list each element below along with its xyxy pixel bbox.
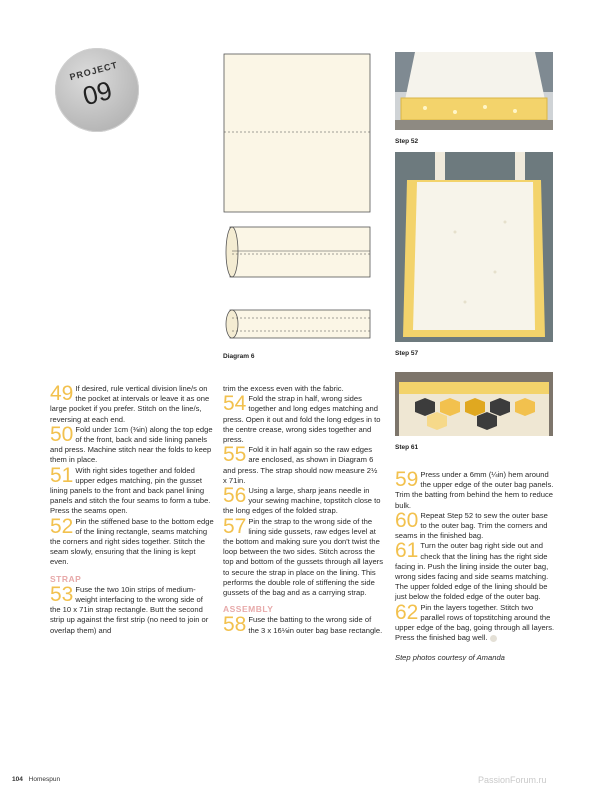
step-text: Using a large, sharp jeans needle in your sewing machine, topstitch close to the long edges of the folded strap.: [223, 486, 381, 516]
magazine-name: Homespun: [28, 776, 61, 783]
step-51: [50, 463, 215, 517]
step-53: [50, 582, 215, 636]
caption-diagram-6: Diagram 6: [223, 353, 255, 360]
step-text: Turn the outer bag right side out and check that the lining has the right side facing in. Push the lining inside the outer bag, wrong sides facing and side seams matching. The upper folded edge of the lining should be just below the folded edge of the outer bag.: [395, 541, 549, 602]
photo-step-52-svg: [395, 52, 553, 130]
step-60: [395, 508, 555, 542]
photo-step-52: [395, 52, 553, 130]
step-52: [50, 514, 215, 568]
photo-step-57-svg: [395, 152, 553, 342]
step-text: Fuse the batting to the wrong side of the 3 x 16⅛in outer bag base rectangle.: [248, 615, 383, 635]
watermark: PassionForum.ru: [478, 775, 547, 785]
step-text: Fold the strap in half, wrong sides together and long edges matching and press. Open it out and fold the long edges in to the centre crease, wrong sides together and press.: [223, 394, 381, 445]
step-number: 56: [223, 484, 247, 508]
step-53-continued: trim the excess even with the fabric.: [223, 384, 344, 393]
step-49: [50, 384, 215, 425]
step-text: Pin the layers together. Stitch two parallel rows of topstitching around the upper edge of the bag, going through all layers. Press the finished bag well.: [395, 602, 555, 643]
photo-step-61: [395, 372, 553, 436]
section-heading-strap: STRAP: [50, 573, 82, 584]
photo-credit: Step photos courtesy of Amanda: [395, 653, 505, 663]
step-text: Fold under 1cm (⅜in) along the top edge of the front, back and side lining panels and press. Machine stitch near the folds to keep them in place.: [50, 424, 213, 465]
diagram-6: [222, 52, 372, 347]
step-59: [395, 470, 555, 511]
step-number: 60: [395, 508, 419, 532]
step-text: With right sides together and folded upper edges matching, pin the gusset lining panels to the front and back panel lining panels and stitch the four seams to form a tube. Press the seams open.: [50, 465, 211, 516]
column-2: [223, 384, 383, 636]
step-50: [50, 422, 215, 466]
badge-number: 09: [79, 74, 116, 112]
step-56: [223, 486, 383, 517]
step-61: [395, 541, 555, 602]
caption-step-61: Step 61: [395, 444, 419, 451]
step-57: [223, 514, 383, 599]
step-text: Press under a 6mm (¼in) hem around the upper edge of the outer bag panels. Trim the batting from behind the hem to reduce bulk.: [395, 470, 554, 510]
step-number: 51: [50, 463, 74, 487]
photo-step-57: [395, 152, 553, 342]
diagram-6-svg: [222, 52, 372, 347]
step-number: 61: [395, 539, 419, 563]
project-badge: [55, 48, 139, 132]
badge-label: PROJECT: [68, 59, 119, 83]
step-55: [223, 445, 383, 486]
page-footer: [12, 776, 60, 783]
step-text: Repeat Step 52 to sew the outer base to the outer bag. Trim the corners and seams in the finished bag.: [395, 510, 548, 541]
caption-step-57: Step 57: [395, 350, 419, 357]
step-number: 55: [223, 443, 247, 467]
column-1: [50, 384, 215, 636]
step-number: 58: [223, 613, 247, 637]
step-text: Fold it in half again so the raw edges are enclosed, as shown in Diagram 6 and press. The strap should now measure 2½ x 71in.: [223, 445, 378, 485]
step-text: Fuse the two 10in strips of medium-weight interfacing to the wrong side of the 10 x 71in strap rectangle. Butt the second strip up against the first strip (no need to join or overlap them) and: [50, 584, 209, 635]
step-number: 57: [223, 514, 247, 538]
step-text: Pin the stiffened base to the bottom edge of the lining rectangle, seams matching the corners and right sides together. Stitch the seam slowly, ensuring that the lining is kept even.: [50, 516, 214, 567]
step-62: [395, 600, 555, 644]
step-text: Pin the strap to the wrong side of the lining side gussets, raw edges level at the bottom and making sure you don't twist the loop between the two sides. Stitch across the top and bottom of the gussets through all layers to secure the strap in place on the lining. This performs the double role of stiffening the side gussets of the bag and as a carrying strap.: [223, 516, 383, 598]
column-3: [395, 470, 555, 664]
step-number: 62: [395, 600, 419, 624]
step-number: 49: [50, 382, 74, 405]
step-number: 50: [50, 422, 74, 446]
caption-step-52: Step 52: [395, 138, 419, 145]
step-54: [223, 394, 383, 445]
step-number: 54: [223, 392, 247, 416]
step-58: [223, 615, 383, 635]
page-number: 104: [12, 776, 23, 783]
step-number: 52: [50, 514, 74, 538]
photo-step-61-svg: [395, 372, 553, 436]
step-text: If desired, rule vertical division line/s on the pocket at intervals or leave it as one large pocket if you prefer. Stitch on the line/s, reversing at each end.: [50, 384, 210, 424]
step-number: 59: [395, 468, 419, 491]
end-mark-icon: [490, 635, 497, 642]
section-heading-assembly: ASSEMBLY: [223, 604, 274, 615]
step-number: 53: [50, 582, 74, 606]
